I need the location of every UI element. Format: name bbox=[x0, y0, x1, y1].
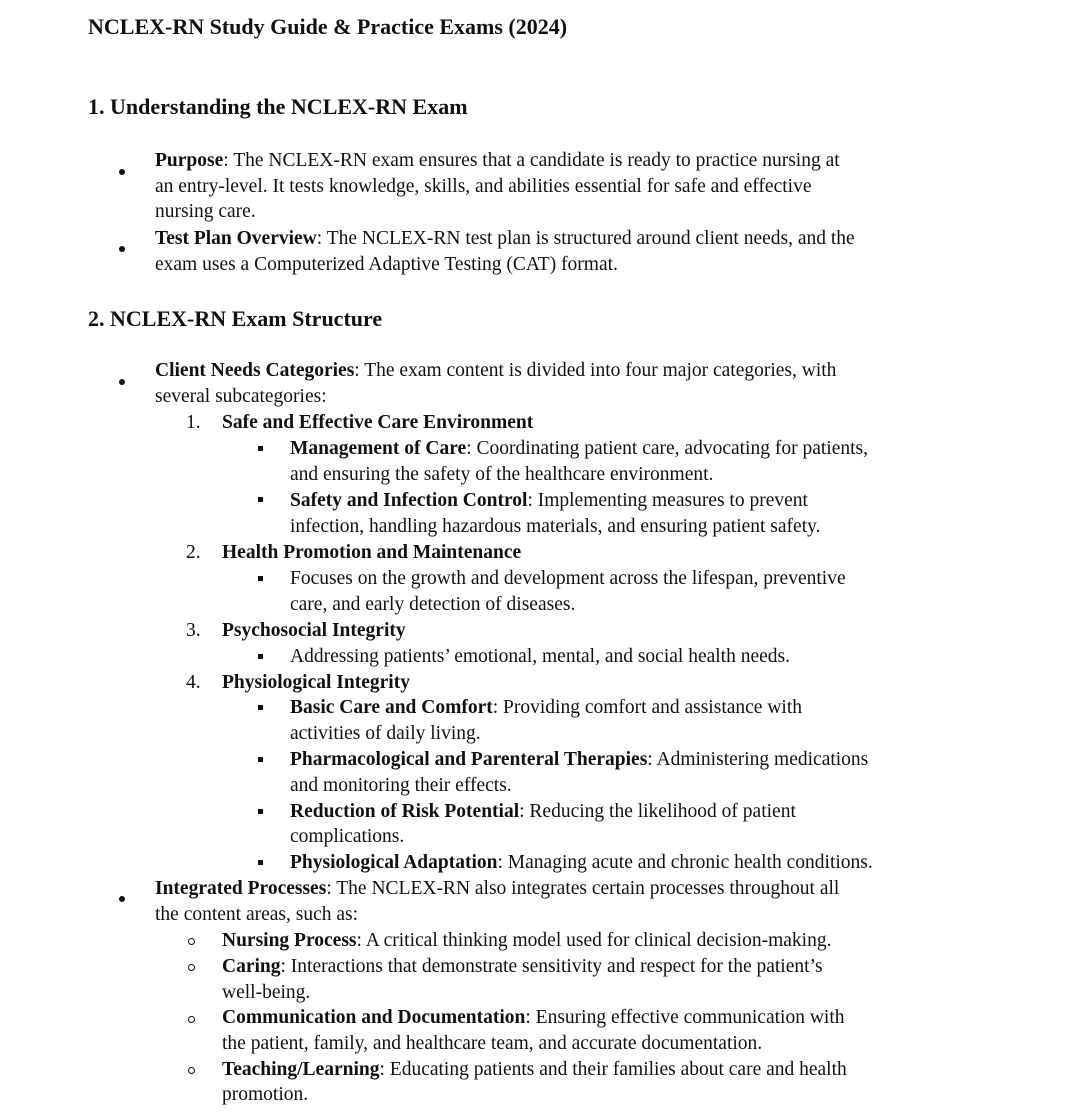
bullet-circle-icon bbox=[188, 964, 195, 971]
bullet-square-icon bbox=[258, 757, 263, 762]
bullet-circle-icon bbox=[188, 1016, 195, 1023]
category-2-number: 2. bbox=[186, 542, 201, 563]
process-4-line-1 bbox=[222, 1057, 847, 1083]
client-needs-text-2: several subcategories: bbox=[155, 386, 327, 407]
bullet-square-icon bbox=[258, 654, 263, 659]
process-2-text-1: : Interactions that demonstrate sensitivity and respect for the patient’s bbox=[280, 956, 823, 977]
cat4-item1-line-1 bbox=[290, 695, 802, 721]
cat1-item1-line-1 bbox=[290, 436, 868, 462]
category-1-title: Safe and Effective Care Environment bbox=[222, 412, 534, 433]
cat4-item3-term: Reduction of Risk Potential bbox=[290, 801, 520, 822]
purpose-line-1 bbox=[155, 148, 840, 174]
cat1-item2-term: Safety and Infection Control bbox=[290, 490, 528, 511]
cat4-item2-text-2: and monitoring their effects. bbox=[290, 775, 512, 796]
bullet-disc-icon bbox=[119, 379, 125, 385]
process-2-line-1 bbox=[222, 954, 823, 980]
purpose-text-1: : The NCLEX-RN exam ensures that a candidate is ready to practice nursing at bbox=[223, 150, 840, 171]
process-3-term: Communication and Documentation bbox=[222, 1007, 526, 1028]
bullet-disc-icon bbox=[119, 246, 125, 252]
process-1-term: Nursing Process bbox=[222, 930, 357, 951]
integrated-text-2: the content areas, such as: bbox=[155, 904, 359, 925]
cat1-item1-text-2: and ensuring the safety of the healthcare environment. bbox=[290, 464, 714, 485]
cat4-item2-line-1 bbox=[290, 747, 868, 773]
client-needs-line-1 bbox=[155, 358, 836, 384]
cat1-item2-line-1 bbox=[290, 488, 808, 514]
cat3-item1-text-1: Addressing patients’ emotional, mental, and social health needs. bbox=[290, 646, 791, 667]
category-3-title: Psychosocial Integrity bbox=[222, 620, 406, 641]
test-plan-text-2: exam uses a Computerized Adaptive Testing (CAT) format. bbox=[155, 254, 618, 275]
cat4-item3-text-2: complications. bbox=[290, 826, 405, 847]
process-3-line-1 bbox=[222, 1005, 845, 1031]
bullet-square-icon bbox=[258, 576, 263, 581]
process-4-text-1: : Educating patients and their families about care and health bbox=[379, 1059, 847, 1080]
process-1-text-1: : A critical thinking model used for clinical decision-making. bbox=[356, 930, 832, 951]
process-4-term: Teaching/Learning bbox=[222, 1059, 380, 1080]
bullet-disc-icon bbox=[119, 169, 125, 175]
cat2-item1-text-1: Focuses on the growth and development across the lifespan, preventive bbox=[290, 568, 846, 589]
test-plan-line-1 bbox=[155, 226, 855, 252]
cat2-item1-text-2: care, and early detection of diseases. bbox=[290, 594, 576, 615]
purpose-term: Purpose bbox=[155, 150, 224, 171]
process-2-term: Caring bbox=[222, 956, 281, 977]
cat4-item4-term: Physiological Adaptation bbox=[290, 852, 498, 873]
bullet-circle-icon bbox=[188, 938, 195, 945]
integrated-term: Integrated Processes bbox=[155, 878, 327, 899]
cat4-item1-text-1: : Providing comfort and assistance with bbox=[492, 697, 802, 718]
cat4-item2-term: Pharmacological and Parenteral Therapies bbox=[290, 749, 648, 770]
document-title: NCLEX-RN Study Guide & Practice Exams (2024) bbox=[88, 14, 568, 39]
cat4-item4-line-1 bbox=[290, 850, 873, 876]
test-plan-term: Test Plan Overview bbox=[155, 228, 317, 249]
process-3-text-1: : Ensuring effective communication with bbox=[525, 1007, 845, 1028]
client-needs-term: Client Needs Categories bbox=[155, 360, 355, 381]
cat4-item1-term: Basic Care and Comfort bbox=[290, 697, 493, 718]
cat4-item2-text-1: : Administering medications bbox=[647, 749, 869, 770]
cat4-item3-text-1: : Reducing the likelihood of patient bbox=[519, 801, 796, 822]
section-1-heading: 1. Understanding the NCLEX-RN Exam bbox=[88, 94, 468, 119]
cat1-item1-term: Management of Care bbox=[290, 438, 467, 459]
test-plan-text-1: : The NCLEX-RN test plan is structured around client needs, and the bbox=[316, 228, 855, 249]
purpose-text-2: an entry-level. It tests knowledge, skills, and abilities essential for safe and effective bbox=[155, 176, 812, 197]
process-4-text-2: promotion. bbox=[222, 1084, 309, 1105]
category-4-number: 4. bbox=[186, 672, 201, 693]
cat4-item1-text-2: activities of daily living. bbox=[290, 723, 481, 744]
section-2-heading: 2. NCLEX-RN Exam Structure bbox=[88, 306, 383, 331]
category-2-title: Health Promotion and Maintenance bbox=[222, 542, 522, 563]
bullet-square-icon bbox=[258, 497, 263, 502]
cat1-item2-text-1: : Implementing measures to prevent bbox=[527, 490, 808, 511]
purpose-text-3: nursing care. bbox=[155, 201, 256, 222]
bullet-square-icon bbox=[258, 705, 263, 710]
cat1-item2-text-2: infection, handling hazardous materials, and ensuring patient safety. bbox=[290, 516, 821, 537]
cat4-item3-line-1 bbox=[290, 799, 796, 825]
category-1-number: 1. bbox=[186, 412, 201, 433]
bullet-square-icon bbox=[258, 860, 263, 865]
bullet-square-icon bbox=[258, 809, 263, 814]
category-3-number: 3. bbox=[186, 620, 201, 641]
cat1-item1-text-1: : Coordinating patient care, advocating for patients, bbox=[466, 438, 868, 459]
category-4-title: Physiological Integrity bbox=[222, 672, 410, 693]
process-2-text-2: well-being. bbox=[222, 982, 311, 1003]
bullet-square-icon bbox=[258, 446, 263, 451]
bullet-disc-icon bbox=[119, 896, 125, 902]
integrated-text-1: : The NCLEX-RN also integrates certain processes throughout all bbox=[326, 878, 840, 899]
client-needs-text-1: : The exam content is divided into four major categories, with bbox=[354, 360, 837, 381]
cat4-item4-text-1: : Managing acute and chronic health conditions. bbox=[497, 852, 873, 873]
integrated-line-1 bbox=[155, 876, 839, 902]
process-1-line-1 bbox=[222, 928, 831, 954]
process-3-text-2: the patient, family, and healthcare team, and accurate documentation. bbox=[222, 1033, 763, 1054]
bullet-circle-icon bbox=[188, 1067, 195, 1074]
